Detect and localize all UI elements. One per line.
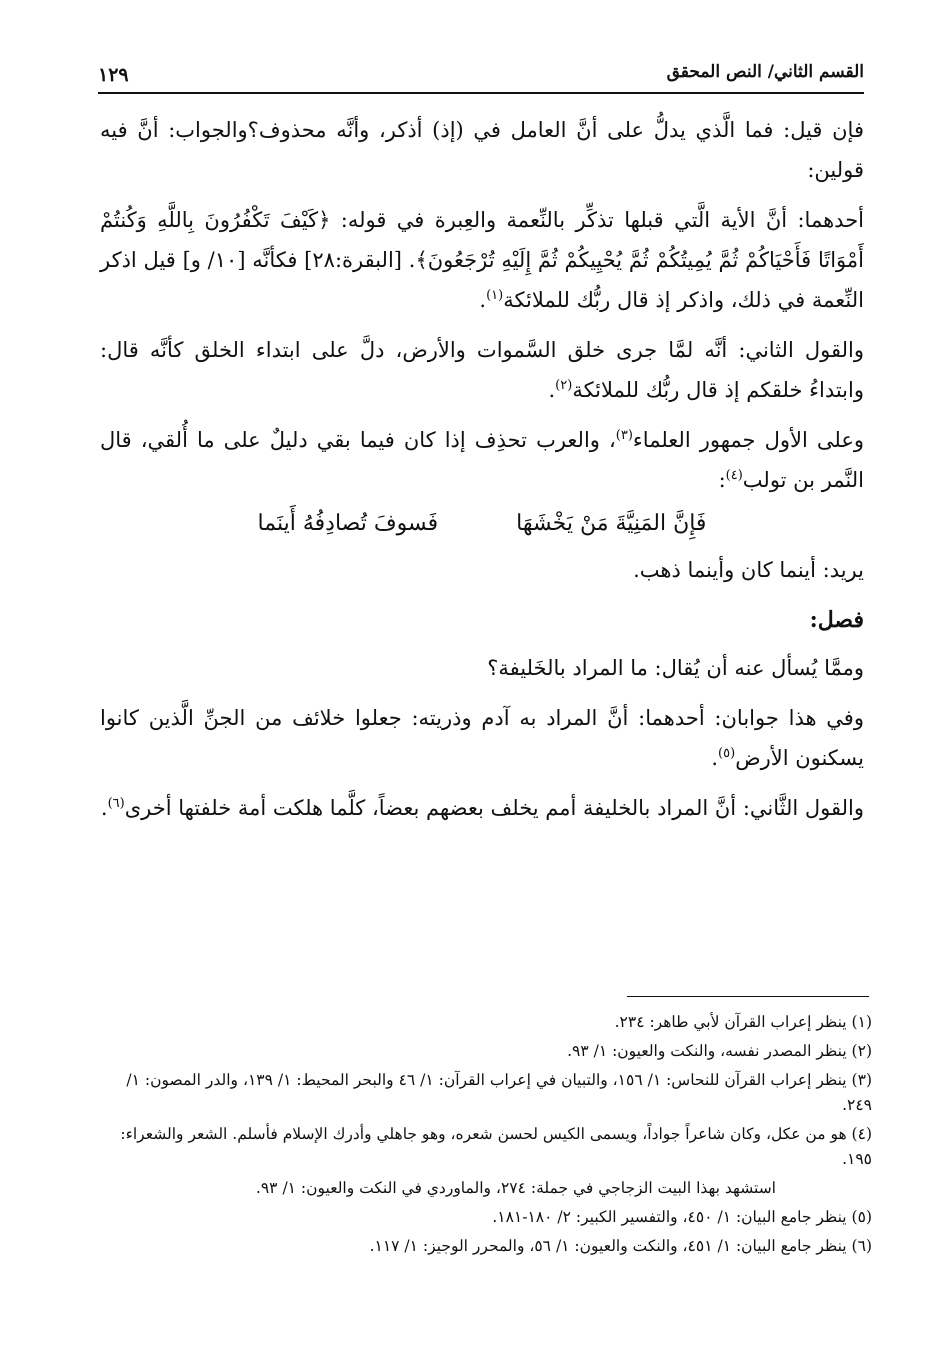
paragraph-caliph-answer-two: والقول الثَّاني: أنَّ المراد بالخليفة أمم يخلف بعضهم بعضاً، كلَّما هلكت أمة خلفتها أخرى$^{(٦)}$. bbox=[100, 796, 864, 820]
footnote-divider bbox=[627, 996, 869, 997]
page-number: ١٢٩ bbox=[98, 64, 129, 86]
main-text bbox=[100, 110, 864, 838]
footnote-ref: (١) bbox=[486, 288, 504, 303]
quran-verse: ﴿كَيْفَ تَكْفُرُونَ بِاللَّهِ وَكُنتُمْ أَمْوَاتًا فَأَحْيَاكُمْ ثُمَّ يُمِيتُكُمْ ثُمَّ يُحْيِيكُمْ ثُمَّ إِلَيْهِ تُرْجَعُونَ﴾ bbox=[100, 208, 864, 272]
paragraph-text: ، والعرب تحذِف إذا كان فيما بقي دليلٌ على ما أُلقي، قال النَّمر بن تولب bbox=[100, 428, 864, 492]
section-title: القسم الثاني/ النص المحقق bbox=[666, 62, 864, 82]
paragraph-meaning bbox=[100, 550, 864, 590]
running-header bbox=[98, 58, 864, 94]
footnote-6: (٦) ينظر جامع البيان: ١/ ٤٥١، والنكت والعيون: ١/ ٥٦، والمحرر الوجيز: ١/ ١١٧. bbox=[369, 1237, 872, 1255]
verse-first-hemistich: فَإِنَّ المَنِيَّةَ مَنْ يَخْشَهَا bbox=[516, 511, 707, 536]
paragraph-text: فكأنَّه [١٠/ و] قيل اذكر النِّعمة في ذلك، واذكر إذ قال ربُّك للملائكة bbox=[100, 248, 864, 312]
paragraph-text: يريد: أينما كان وأينما ذهب. bbox=[633, 558, 864, 582]
paragraph-first-answer: أحدهما: أنَّ الأية الَّتي قبلها تذكِّر بالنِّعمة والعِبرة في قوله: ﴿كَيْفَ تَكْفُرُونَ بِاللَّهِ وَكُنتُمْ أَمْوَاتًا فَأَحْيَاكُمْ ثُمَّ يُمِيتُكُمْ ثُمَّ يُحْيِيكُمْ ثُمَّ إِلَيْهِ تُرْجَعُونَ﴾. [البقرة:٢٨] فكأنَّه [١٠/ و] قيل اذكر النِّعمة في ذلك، واذكر إذ قال ربُّك للملائكة$^{(١)}$. bbox=[100, 208, 865, 312]
verse-second-hemistich: فَسوفَ تُصادِفُهُ أَينَما bbox=[257, 511, 439, 536]
paragraph-text: وممَّا يُسأل عنه أن يُقال: ما المراد بالخَليفة؟ bbox=[487, 656, 864, 680]
footnote-ref: (٣) bbox=[615, 428, 633, 443]
footnote-1: (١) ينظر إعراب القرآن لأبي طاهر: ٢٣٤. bbox=[614, 1013, 872, 1031]
section-heading: فصل: bbox=[809, 607, 864, 633]
footnote-4: (٤) هو من عكل، وكان شاعراً جواداً، ويسمى الكيس لحسن شعره، وهو جاهلي وأدرك الإسلام فأسلم. الشعر والشعراء: ١٩٥. bbox=[120, 1125, 872, 1168]
footnote-3: (٣) ينظر إعراب القرآن للنحاس: ١/ ١٥٦، والتبيان في إعراب القرآن: ١/ ٤٦ والبحر المحيط: ١/ ١٣٩، والدر المصون: ١/ ٢٤٩. bbox=[126, 1071, 872, 1114]
poetry-verse bbox=[100, 504, 864, 544]
paragraph-question bbox=[100, 110, 864, 190]
footnote-ref: (٢) bbox=[555, 378, 573, 393]
paragraph-caliph-question bbox=[100, 648, 864, 688]
footnote-4-continuation: استشهد بهذا البيت الزجاجي في جملة: ٢٧٤، والماوردي في النكت والعيون: ١/ ٩٣. bbox=[255, 1179, 776, 1197]
paragraph-text: : bbox=[718, 468, 726, 492]
footnote-2: (٢) ينظر المصدر نفسه، والنكت والعيون: ١/ ٩٣. bbox=[567, 1042, 872, 1060]
footnote-ref: (٤) bbox=[725, 468, 743, 483]
paragraph-text: فإن قيل: فما الَّذي يدلُّ على أنَّ العامل في (إذ) أذكر، وأنَّه محذوف؟والجواب: أنَّ فيه قولين: bbox=[100, 118, 864, 182]
paragraph-text: أحدهما: أنَّ الأية الَّتي قبلها تذكِّر بالنِّعمة والعِبرة في قوله: bbox=[330, 208, 865, 232]
footnote-5: (٥) ينظر جامع البيان: ١/ ٤٥٠، والتفسير الكبير: ٢/ ١٨٠-١٨١. bbox=[492, 1208, 872, 1226]
footnote-ref: (٦) bbox=[107, 796, 125, 811]
paragraph-text: والقول الثَّاني: أنَّ المراد بالخليفة أمم يخلف بعضهم بعضاً، كلَّما هلكت أمة خلفتها أخرى bbox=[124, 796, 864, 820]
paragraph-text: وعلى الأول جمهور العلماء bbox=[632, 428, 864, 452]
paragraph-text: والقول الثاني: أنَّه لمَّا جرى خلق السَّموات والأرض، دلَّ على ابتداء الخلق كأنَّه قال: وابتداءُ خلقكم إذ قال ربُّك للملائكة bbox=[100, 338, 864, 402]
quran-citation: . [البقرة:٢٨] bbox=[304, 248, 416, 272]
paragraph-text: وفي هذا جوابان: أحدهما: أنَّ المراد به آدم وذريته: جعلوا خلائف من الجنِّ الَّذين كانوا يسكنون الأرض bbox=[100, 706, 864, 770]
footnotes bbox=[100, 1010, 872, 1263]
paragraph-caliph-answer-one: وفي هذا جوابان: أحدهما: أنَّ المراد به آدم وذريته: جعلوا خلائف من الجنِّ الَّذين كانوا يسكنون الأرض$^{(٥)}$. bbox=[100, 706, 864, 770]
paragraph-second-answer: والقول الثاني: أنَّه لمَّا جرى خلق السَّموات والأرض، دلَّ على ابتداء الخلق كأنَّه قال: وابتداءُ خلقكم إذ قال ربُّك للملائكة$^{(٢)}$. bbox=[100, 338, 864, 402]
footnote-ref: (٥) bbox=[718, 746, 736, 761]
paragraph-majority bbox=[100, 420, 864, 500]
